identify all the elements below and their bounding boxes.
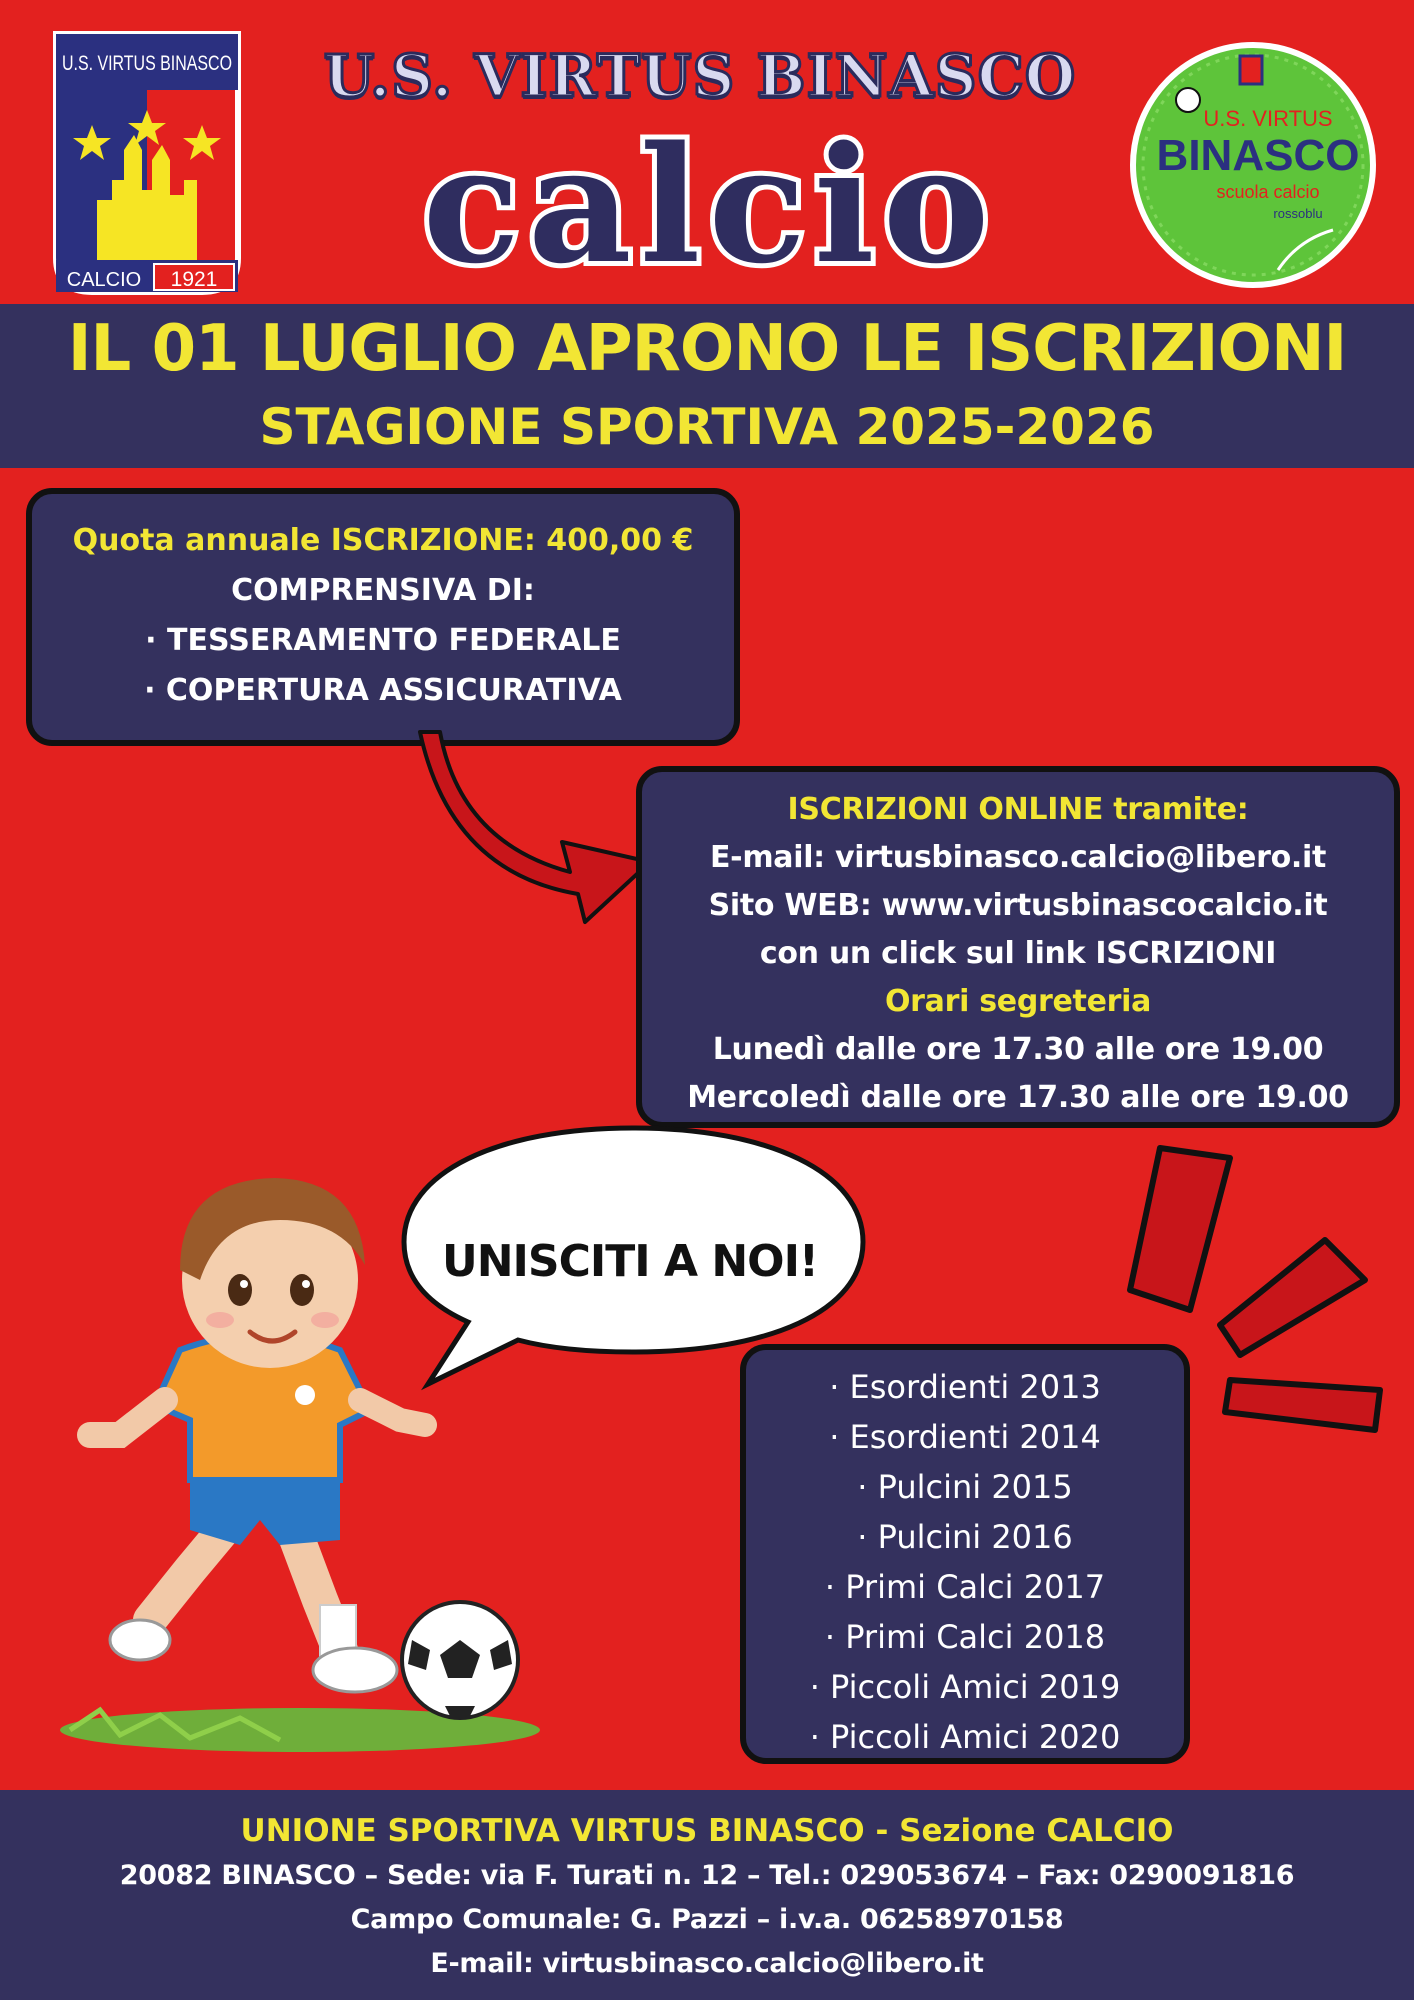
online-heading: ISCRIZIONI ONLINE tramite:	[787, 792, 1249, 827]
banner-season: STAGIONE SPORTIVA 2025-2026	[259, 398, 1155, 456]
school-badge-line2: BINASCO	[1156, 131, 1360, 180]
office-hours-monday: Lunedì dalle ore 17.30 alle ore 19.00	[712, 1032, 1324, 1067]
team-item: · Pulcini 2016	[857, 1518, 1073, 1556]
footer-email[interactable]: E-mail: virtusbinasco.calcio@libero.it	[430, 1948, 984, 1979]
online-click-hint: con un click sul link ISCRIZIONI	[759, 936, 1277, 971]
soccer-ball-icon	[402, 1602, 518, 1718]
footer	[0, 1790, 1414, 2000]
school-badge-line3: scuola calcio	[1216, 182, 1320, 202]
fee-item-federation: · TESSERAMENTO FEDERALE	[145, 623, 621, 658]
club-crest-icon	[52, 30, 242, 296]
teams-box	[740, 1344, 1190, 1764]
crest-year-text: 1921	[170, 268, 218, 291]
office-hours-heading: Orari segreteria	[884, 984, 1152, 1019]
online-website[interactable]: Sito WEB: www.virtusbinascocalcio.it	[708, 888, 1328, 923]
team-item: · Primi Calci 2017	[824, 1568, 1106, 1606]
team-item: · Esordienti 2014	[829, 1418, 1101, 1456]
team-item: · Piccoli Amici 2020	[809, 1718, 1121, 1756]
team-item: · Pulcini 2015	[857, 1468, 1073, 1506]
footer-field-vat: Campo Comunale: G. Pazzi – i.v.a. 06258970158	[350, 1904, 1064, 1935]
school-badge-line4: rossoblu	[1273, 206, 1323, 221]
crest-calcio-text: CALCIO	[66, 269, 142, 291]
team-item: · Esordienti 2013	[829, 1368, 1101, 1406]
team-item: · Piccoli Amici 2019	[809, 1668, 1121, 1706]
brand-title: U.S. VIRTUS BINASCO	[323, 42, 1077, 110]
team-item: · Primi Calci 2018	[824, 1618, 1106, 1656]
crest-top-text: U.S. VIRTUS BINASCO	[62, 52, 232, 75]
footer-address: 20082 BINASCO – Sede: via F. Turati n. 12 – Tel.: 029053674 – Fax: 0290091816	[119, 1860, 1295, 1891]
banner-headline: IL 01 LUGLIO APRONO LE ISCRIZIONI	[67, 312, 1347, 386]
kid-footballer-illustration	[40, 1150, 540, 1770]
fee-box	[26, 488, 740, 746]
curved-arrow-icon	[420, 722, 660, 932]
school-badge-icon	[1128, 40, 1378, 290]
fee-amount: Quota annuale ISCRIZIONE: 400,00 €	[72, 523, 694, 558]
headline-word: calcio	[422, 111, 998, 299]
fee-item-insurance: · COPERTURA ASSICURATIVA	[144, 673, 622, 708]
fee-includes-label: COMPRENSIVA DI:	[231, 573, 535, 608]
footer-org-name: UNIONE SPORTIVA VIRTUS BINASCO - Sezione CALCIO	[240, 1813, 1174, 1849]
speech-bubble-text: UNISCITI A NOI!	[441, 1236, 818, 1287]
office-hours-wednesday: Mercoledì dalle ore 17.30 alle ore 19.00	[687, 1080, 1349, 1115]
online-registration-box	[636, 766, 1400, 1128]
school-badge-line1: U.S. VIRTUS	[1203, 106, 1333, 131]
online-email[interactable]: E-mail: virtusbinasco.calcio@libero.it	[709, 840, 1327, 875]
